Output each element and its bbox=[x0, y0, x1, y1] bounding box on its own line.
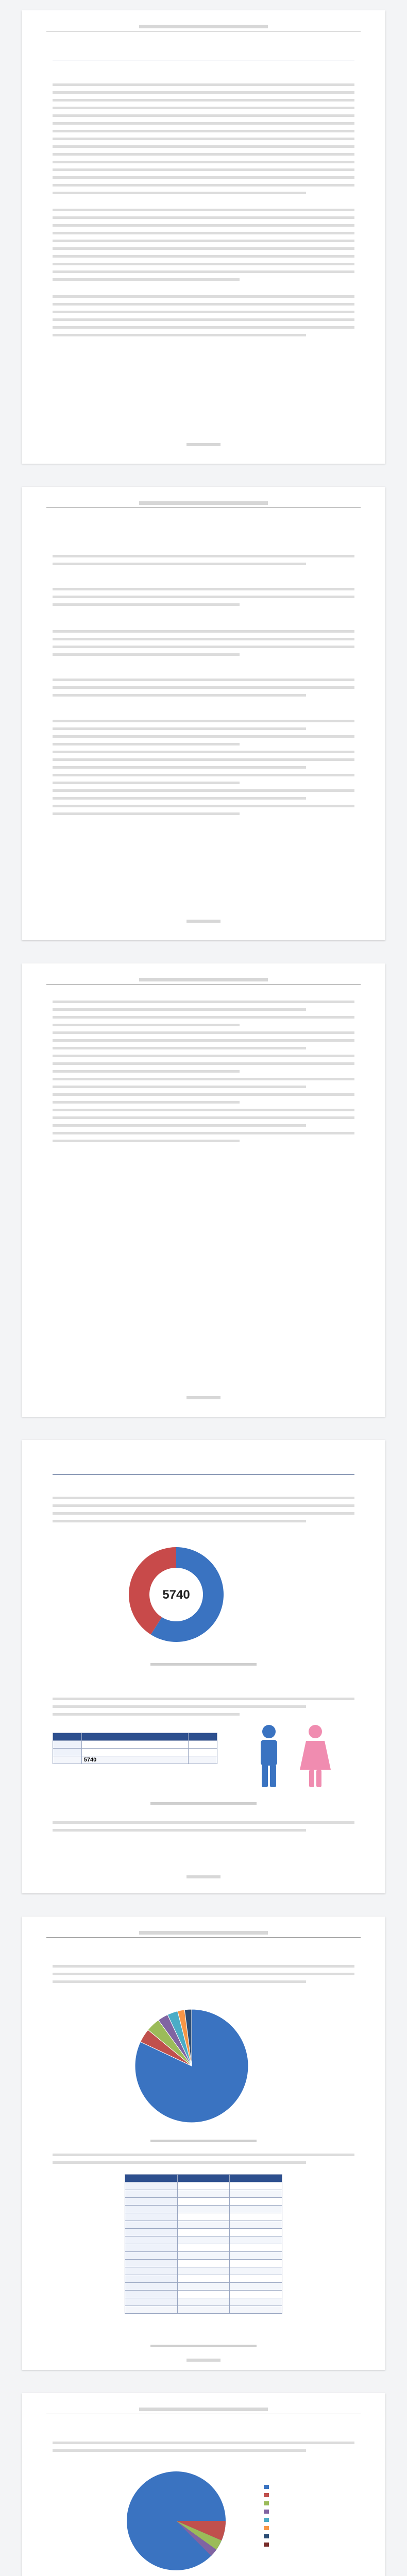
subsection-2-4-title bbox=[53, 665, 83, 673]
figure-caption bbox=[22, 1662, 385, 1668]
subsection-3-2-title bbox=[53, 1682, 83, 1690]
gender-row-3-name bbox=[53, 1756, 82, 1764]
page-3 bbox=[22, 963, 385, 1417]
running-header bbox=[46, 24, 361, 31]
running-header bbox=[46, 1930, 361, 1937]
pie-chart bbox=[22, 1999, 385, 2133]
female-icon bbox=[300, 1725, 331, 1787]
male-icon bbox=[261, 1725, 277, 1787]
distribution-pie bbox=[22, 2464, 385, 2576]
body-text bbox=[53, 1001, 354, 1147]
gender-figures bbox=[238, 1718, 372, 1795]
page-footer bbox=[186, 1875, 221, 1878]
section-3-title bbox=[53, 1461, 94, 1471]
section-2-title bbox=[53, 523, 94, 533]
subsection-2-5-title bbox=[53, 705, 83, 714]
gender-row-1-pct bbox=[189, 1741, 217, 1749]
subsection-2-1-title bbox=[53, 541, 83, 550]
running-header bbox=[46, 2406, 361, 2414]
gender-row-3-pct bbox=[189, 1756, 217, 1764]
subsection-3-3-title bbox=[53, 1951, 83, 1959]
subsection-3-4-title bbox=[53, 2427, 83, 2435]
page-1 bbox=[22, 10, 385, 464]
page-4 bbox=[22, 1440, 385, 1893]
figure-caption bbox=[22, 2138, 385, 2144]
page-footer bbox=[186, 920, 221, 923]
donut-chart bbox=[22, 1533, 385, 1656]
distribution-table bbox=[125, 2174, 282, 2314]
page-footer bbox=[186, 443, 221, 446]
gender-row-3-count: 5740 bbox=[81, 1756, 188, 1764]
gender-row-2-count bbox=[81, 1749, 188, 1756]
page-5 bbox=[22, 1917, 385, 2370]
gender-row-2-name bbox=[53, 1749, 82, 1756]
body-text bbox=[53, 83, 354, 342]
page-footer bbox=[186, 2359, 221, 2362]
gender-row-2-pct bbox=[189, 1749, 217, 1756]
subsection-3-1-title bbox=[53, 1481, 83, 1489]
page-6 bbox=[22, 2393, 385, 2576]
subsection-2-2-title bbox=[53, 574, 83, 583]
table-caption bbox=[22, 2343, 385, 2349]
gender-row-1-count bbox=[81, 1741, 188, 1749]
running-header bbox=[46, 500, 361, 507]
table-caption bbox=[22, 1801, 385, 1807]
page-2 bbox=[22, 487, 385, 940]
subsection-2-3-title bbox=[53, 617, 83, 625]
running-header bbox=[46, 977, 361, 984]
page-footer bbox=[186, 1396, 221, 1399]
section-1-title bbox=[53, 46, 94, 57]
gender-table bbox=[53, 1733, 217, 1764]
subsection-1-1-title bbox=[53, 67, 83, 75]
donut-center-label: 5740 bbox=[162, 1588, 190, 1602]
gender-row-1-name bbox=[53, 1741, 82, 1749]
